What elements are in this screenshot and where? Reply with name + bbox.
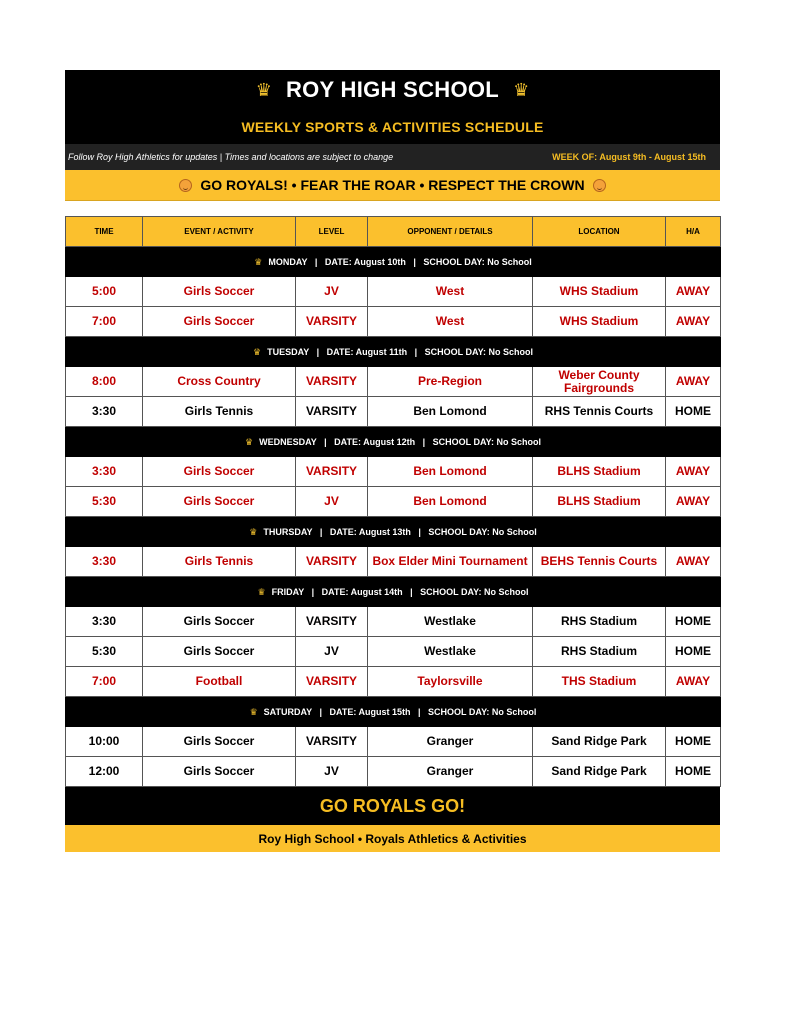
event-level: VARSITY [296,457,368,487]
event-name: Cross Country [143,367,296,397]
event-name: Girls Soccer [143,277,296,307]
table-row [66,667,721,697]
event-time: 3:30 [66,397,143,427]
event-home-away: HOME [666,397,721,427]
day-header-label: THURSDAY | DATE: August 13th | SCHOOL DAY: No School [263,526,537,537]
event-level: VARSITY [296,397,368,427]
event-location: RHS Stadium [533,637,666,667]
event-opponent: Pre-Region [368,367,533,397]
table-row [66,367,721,397]
table-row [66,727,721,757]
day-header-label: TUESDAY | DATE: August 11th | SCHOOL DAY: No School [267,346,533,357]
event-opponent: Ben Lomond [368,457,533,487]
event-name: Girls Tennis [143,547,296,577]
crown-icon: ♛ [249,706,258,717]
event-time: 5:00 [66,277,143,307]
event-home-away: HOME [666,637,721,667]
crown-icon: ♛ [253,346,262,357]
event-time: 3:30 [66,457,143,487]
crown-icon: ♛ [249,526,258,537]
event-home-away: AWAY [666,277,721,307]
event-location: WHS Stadium [533,277,666,307]
event-level: VARSITY [296,727,368,757]
event-home-away: AWAY [666,547,721,577]
event-level: VARSITY [296,667,368,697]
event-opponent: Ben Lomond [368,397,533,427]
event-level: JV [296,487,368,517]
crown-icon: ♛ [513,80,530,100]
event-home-away: HOME [666,757,721,787]
school-title: ROY HIGH SCHOOL [285,77,500,102]
col-header-event: EVENT / ACTIVITY [143,217,296,247]
table-row [66,277,721,307]
slogan-text: GO ROYALS! • FEAR THE ROAR • RESPECT THE CROWN [200,177,585,193]
col-header-time: TIME [66,217,143,247]
event-name: Girls Soccer [143,607,296,637]
schedule-subtitle: WEEKLY SPORTS & ACTIVITIES SCHEDULE [65,110,720,144]
schedule-sheet [65,70,720,852]
table-row [66,307,721,337]
event-location: Sand Ridge Park [533,727,666,757]
event-location: BLHS Stadium [533,487,666,517]
event-level: JV [296,637,368,667]
event-level: VARSITY [296,367,368,397]
event-name: Girls Soccer [143,727,296,757]
event-location: WHS Stadium [533,307,666,337]
week-of-label: WEEK OF: August 9th - August 15th [552,152,706,162]
info-bar [65,144,720,170]
crown-icon: ♛ [255,80,272,100]
table-row [66,757,721,787]
event-name: Girls Soccer [143,487,296,517]
col-header-level: LEVEL [296,217,368,247]
event-time: 10:00 [66,727,143,757]
table-row [66,397,721,427]
day-header [66,427,721,457]
title-bar [65,70,720,110]
event-level: VARSITY [296,607,368,637]
crown-icon: ♛ [257,586,266,597]
event-name: Girls Soccer [143,457,296,487]
day-header [66,247,721,277]
table-row [66,637,721,667]
col-header-ha: H/A [666,217,721,247]
event-location: RHS Stadium [533,607,666,637]
event-opponent: Taylorsville [368,667,533,697]
event-time: 5:30 [66,637,143,667]
crown-icon: ♛ [245,436,254,447]
day-header-row [66,427,721,457]
day-header-row [66,517,721,547]
day-header-label: SATURDAY | DATE: August 15th | SCHOOL DAY: No School [263,706,537,717]
event-time: 8:00 [66,367,143,397]
event-level: JV [296,277,368,307]
event-home-away: AWAY [666,487,721,517]
day-header-label: FRIDAY | DATE: August 14th | SCHOOL DAY: No School [271,586,529,597]
day-header [66,517,721,547]
event-location: THS Stadium [533,667,666,697]
table-row [66,607,721,637]
event-opponent: Westlake [368,637,533,667]
slogan-bar [65,170,720,201]
event-time: 7:00 [66,667,143,697]
event-location: BLHS Stadium [533,457,666,487]
event-location: Sand Ridge Park [533,757,666,787]
day-header [66,337,721,367]
col-header-location: LOCATION [533,217,666,247]
event-level: JV [296,757,368,787]
day-header [66,697,721,727]
event-time: 3:30 [66,607,143,637]
closing-banner: GO ROYALS GO! [65,787,720,825]
event-home-away: HOME [666,727,721,757]
event-level: VARSITY [296,307,368,337]
follow-note: Follow Roy High Athletics for updates | Times and locations are subject to change [68,152,394,162]
event-location: Weber County Fairgrounds [533,367,666,397]
schedule-table [65,216,721,787]
event-home-away: AWAY [666,307,721,337]
table-header-row [66,217,721,247]
day-header-row [66,697,721,727]
event-opponent: West [368,307,533,337]
lion-face-icon [179,179,192,192]
event-name: Girls Tennis [143,397,296,427]
table-row [66,487,721,517]
event-location: RHS Tennis Courts [533,397,666,427]
day-header-label: WEDNESDAY | DATE: August 12th | SCHOOL DAY: No School [259,436,541,447]
day-header [66,577,721,607]
event-time: 12:00 [66,757,143,787]
lion-face-icon [593,179,606,192]
event-home-away: HOME [666,607,721,637]
day-header-row [66,247,721,277]
day-header-row [66,577,721,607]
event-level: VARSITY [296,547,368,577]
event-opponent: Granger [368,757,533,787]
event-location: BEHS Tennis Courts [533,547,666,577]
event-home-away: AWAY [666,457,721,487]
event-opponent: Ben Lomond [368,487,533,517]
footer-bar: Roy High School • Royals Athletics & Activities [65,825,720,852]
col-header-opponent: OPPONENT / DETAILS [368,217,533,247]
event-opponent: Westlake [368,607,533,637]
table-row [66,547,721,577]
event-name: Girls Soccer [143,757,296,787]
event-opponent: Granger [368,727,533,757]
crown-icon: ♛ [254,256,263,267]
event-home-away: AWAY [666,667,721,697]
event-name: Football [143,667,296,697]
event-name: Girls Soccer [143,307,296,337]
event-opponent: Box Elder Mini Tournament [368,547,533,577]
event-time: 5:30 [66,487,143,517]
event-home-away: AWAY [666,367,721,397]
day-header-label: MONDAY | DATE: August 10th | SCHOOL DAY: No School [268,256,532,267]
event-name: Girls Soccer [143,637,296,667]
schedule-body [66,247,721,787]
day-header-row [66,337,721,367]
event-time: 7:00 [66,307,143,337]
event-time: 3:30 [66,547,143,577]
event-opponent: West [368,277,533,307]
table-row [66,457,721,487]
